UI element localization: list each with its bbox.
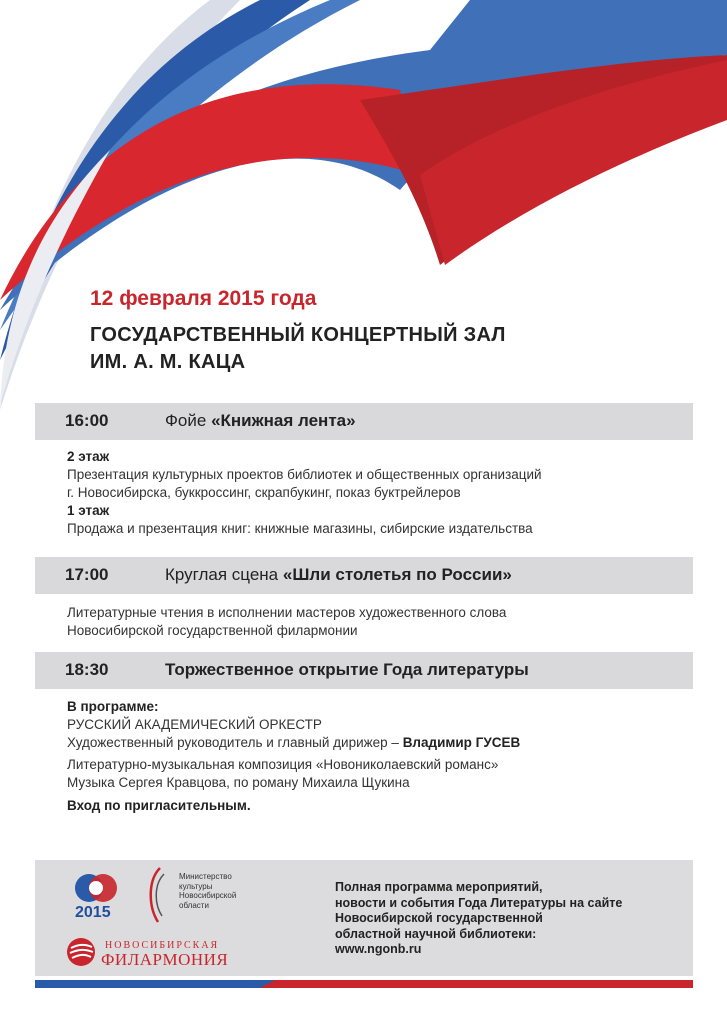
event-time: 16:00 — [65, 411, 109, 430]
detail-line: Литературные чтения в исполнении мастеров художественного слова — [67, 605, 507, 620]
event-place: Фойе — [165, 411, 212, 430]
event-header-1600 — [35, 403, 693, 440]
bottom-color-strip — [35, 980, 693, 988]
ministry-logo-icon — [142, 866, 172, 924]
program-label: В программе: — [67, 699, 159, 714]
ministry-line: культуры — [179, 881, 213, 891]
ministry-line: области — [179, 900, 209, 910]
footer-panel — [35, 860, 693, 976]
floor-1-label: 1 этаж — [67, 503, 110, 518]
detail-line: Музыка Сергея Кравцова, по роману Михаила Щукина — [67, 775, 410, 790]
footer-info-line: Новосибирской государственной — [335, 911, 543, 925]
event-date: 12 февраля 2015 года — [90, 287, 317, 310]
footer-info-line: Полная программа мероприятий, — [335, 880, 543, 894]
detail-line: Презентация культурных проектов библиотек и общественных организаций — [67, 467, 542, 482]
floor-2-label: 2 этаж — [67, 449, 110, 464]
event-place: Круглая сцена — [165, 565, 283, 584]
event-title — [165, 565, 512, 585]
event-name: «Шли столетья по России» — [282, 565, 512, 584]
orchestra-name: РУССКИЙ АКАДЕМИЧЕСКИЙ ОРКЕСТР — [67, 717, 322, 732]
website-link[interactable]: www.ngonb.ru — [335, 942, 422, 956]
philharmonic-logo-icon — [65, 936, 97, 968]
venue-line-2: ИМ. А. М. КАЦА — [90, 351, 246, 373]
event-name: Торжественное открытие Года литературы — [165, 660, 529, 679]
event-details-1700 — [67, 604, 506, 640]
event-details-1830 — [67, 698, 520, 815]
venue-line-1: ГОСУДАРСТВЕННЫЙ КОНЦЕРТНЫЙ ЗАЛ — [90, 324, 506, 346]
philharmonic-subtitle: НОВОСИБИРСКАЯ — [105, 940, 220, 951]
event-header-1830 — [35, 652, 693, 689]
venue-title — [90, 322, 506, 376]
ministry-line: Новосибирской — [179, 891, 237, 900]
detail-line: Продажа и презентация книг: книжные магазины, сибирские издательства — [67, 521, 533, 536]
footer-info — [335, 880, 622, 958]
entry-note: Вход по пригласительным. — [67, 798, 251, 813]
event-time: 18:30 — [65, 660, 109, 679]
event-header-1700 — [35, 557, 693, 594]
director-name: Владимир ГУСЕВ — [402, 735, 521, 750]
event-title — [165, 411, 356, 431]
director-prefix: Художественный руководитель и главный дирижер – — [67, 735, 403, 750]
event-time: 17:00 — [65, 565, 109, 584]
philharmonic-title: ФИЛАРМОНИЯ — [101, 950, 229, 969]
director-line — [67, 734, 520, 752]
event-name: «Книжная лента» — [211, 411, 356, 430]
event-details-1600 — [67, 448, 542, 538]
year-logo-text: 2015 — [75, 904, 111, 921]
detail-line: Литературно-музыкальная композиция «Новониколаевский романс» — [67, 757, 499, 772]
ministry-name — [179, 872, 236, 910]
ministry-line: Министерство — [179, 872, 232, 881]
footer-info-line: областной научной библиотеки: — [335, 926, 537, 941]
footer-info-line: новости и события Года Литературы на сайте — [335, 895, 623, 910]
detail-line: г. Новосибирска, буккроссинг, скрапбукинг, показ буктрейлеров — [67, 485, 461, 500]
event-title — [165, 660, 529, 680]
detail-line: Новосибирской государственной филармонии — [67, 623, 358, 638]
